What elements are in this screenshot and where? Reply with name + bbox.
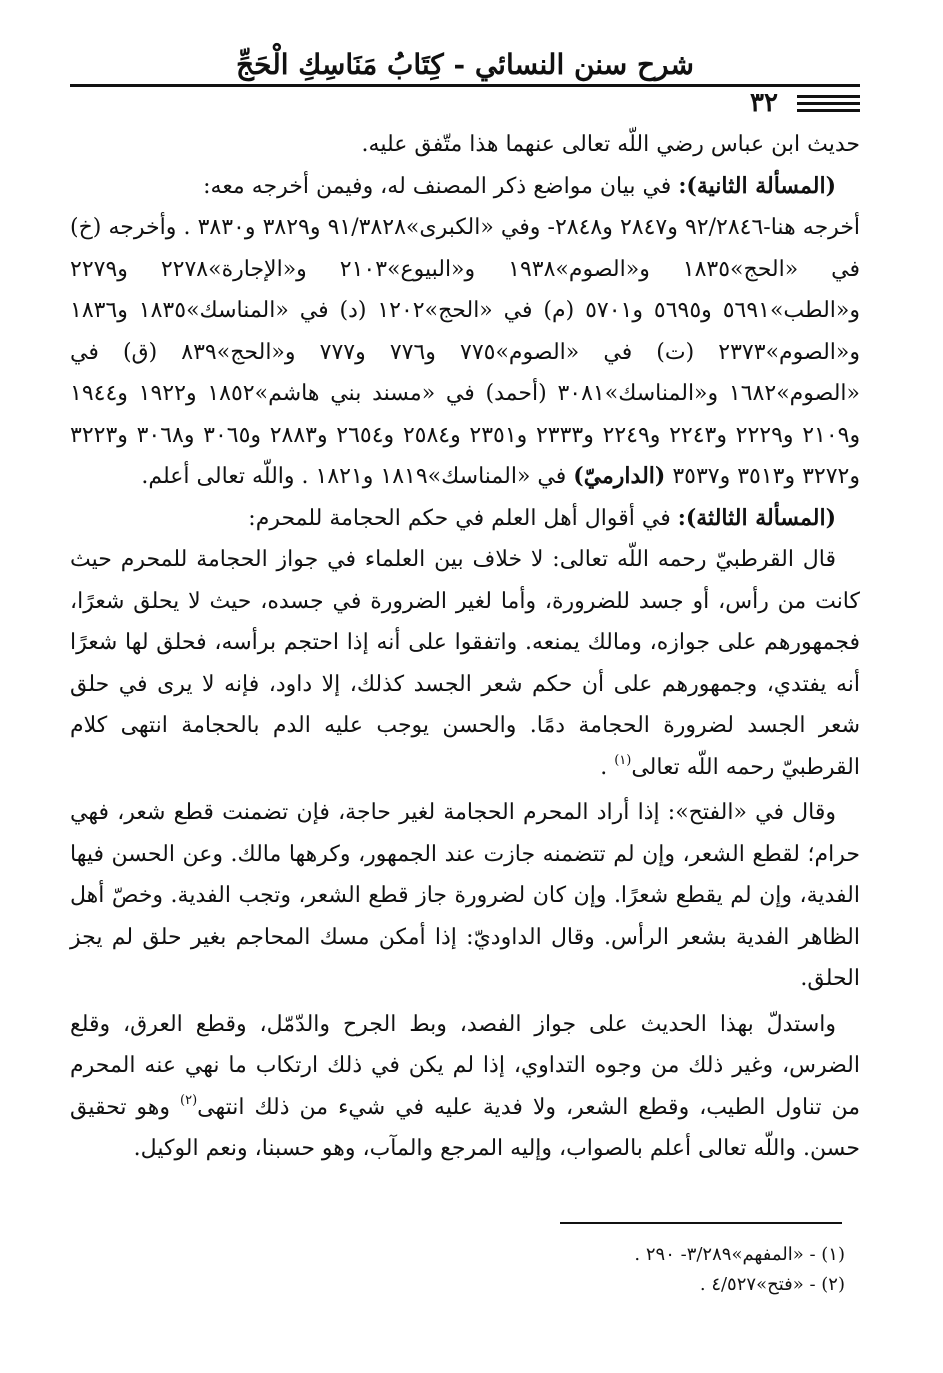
paragraph-text-end: وهو تحقيق حسن. واللّه تعالى أعلم بالصواب، وإليه المرجع والمآب، وهو حسبنا، ونعم الوكيل.: [70, 1094, 860, 1161]
footnote: (٢) - «فتح»٤/٥٢٧ .: [699, 1274, 845, 1295]
section-heading: (المسألة الثانية):: [678, 172, 836, 199]
section-text: في بيان مواضع ذكر المصنف له، وفيمن أخرجه معه:: [203, 173, 679, 199]
paragraph: [70, 166, 860, 208]
citation-source: (الدارميّ): [573, 463, 666, 489]
section-heading: (المسألة الثالثة):: [677, 504, 836, 531]
quote-text: قال القرطبيّ رحمه اللّه تعالى: لا خلاف بين العلماء في جواز الحجامة للمحرم حيث كانت من رأس، أو جسد للضرورة، وأما لغير الضرورة في جسده، حيث لا يحلق شعرًا، فجمهورهم على جوازه، ومالك يمنعه. واتفقوا على أنه إذا احتجم برأسه، فحلق لها شعرًا أنه يفتدي، وجمهورهم على أن حكم شعر الجسد كذلك، إلا داود، فإنه لا يرى في حلق شعر الجسد لضرورة الحجامة دمًا. والحسن يوجب عليه الدم بالحجامة انتهى كلام القرطبيّ رحمه اللّه تعالى: [70, 547, 860, 780]
paragraph: وقال في «الفتح»: إذا أراد المحرم الحجامة لغير حاجة، فإن تضمنت قطع شعر، فهي حرام؛ لقطع الشعر، وإن لم تتضمنه جازت عند الجمهور، وكرهها مالك. وعن الحسن فيها الفدية، وإن لم يقطع شعرًا. وإن كان لضرورة جاز قطع الشعر، وتجب الفدية. وخصّ أهل الظاهر الفدية بشعر الرأس. وقال الداوديّ: إذا أمكن مسك المحاجم بغير حلق لم يجز الحلق.: [70, 800, 860, 991]
section-text: في أقوال أهل العلم في حكم الحجامة للمحرم:: [248, 505, 678, 531]
header-rule: [70, 84, 860, 87]
paragraph: حديث ابن عباس رضي اللّه تعالى عنهما هذا متّفق عليه.: [361, 132, 860, 157]
footnotes: [70, 1240, 845, 1300]
paragraph: [70, 1004, 860, 1170]
page-number-ornament: [797, 95, 860, 115]
citation-text-end: في «المناسك»١٨١٩ و١٨٢١ . واللّه تعالى أعلم.: [141, 464, 574, 489]
paragraph-text: واستدلّ بهذا الحديث على جواز الفصد، وبط الجرح والدّمّل، وقطع العرق، وقلع الضرس، وغير ذلك من وجوه التداوي، إذا لم يكن في ذلك ارتكاب ما نهي عنه المحرم من تناول الطيب، وقطع الشعر، ولا فدية عليه في شيء من ذلك انتهى: [70, 1011, 860, 1120]
running-title: شرح سنن النسائي - كِتَابُ مَنَاسِكِ الْحَجِّ: [236, 48, 694, 81]
footnote-ref[interactable]: (٢): [180, 1092, 198, 1108]
paragraph: [70, 207, 860, 498]
quote-end: .: [600, 754, 615, 780]
footnote: (١) - «المفهم»٣/٢٨٩- ٢٩٠ .: [634, 1244, 845, 1265]
page-number: ٣٢: [750, 88, 778, 118]
paragraph: [70, 539, 860, 788]
citation-text: أخرجه هنا-٩٢/٢٨٤٦ و٢٨٤٧ و٢٨٤٨- وفي «الكبرى»٩١/٣٨٢٨ و٣٨٢٩ و٣٨٣٠ . وأخرجه (خ) في «الحج»١٨٣٥ و«الصوم»١٩٣٨ و«البيوع»٢١٠٣ و«الإجارة»٢٢٧٨ و٢٢٧٩ و«الطب»٥٦٩١ و٥٦٩٥ و٥٧٠١ (م) في «الحج»١٢٠٢ (د) في «المناسك»١٨٣٥ و١٨٣٦ و«الصوم»٢٣٧٣ (ت) في «الصوم»٧٧٥ و٧٧٦ و٧٧٧ و«الحج»٨٣٩ (ق) في «الصوم»١٦٨٢ و«المناسك»٣٠٨١ (أحمد) في «مسند بني هاشم»١٨٥٢ و١٩٢٢ و١٩٤٤ و٢١٠٩ و٢٢٢٩ و٢٢٤٣ و٢٢٤٩ و٢٣٣٣ و٢٣٥١ و٢٥٨٤ و٢٦٥٤ و٢٨٨٣ و٣٠٦٥ و٣٠٦٨ و٣٢٢٣ و٣٢٧٢ و٣٥١٣ و٣٥٣٧: [70, 215, 861, 489]
footnote-ref[interactable]: (١): [614, 752, 632, 768]
main-text: [70, 124, 860, 1170]
paragraph: [70, 498, 860, 540]
footnote-rule: [560, 1222, 842, 1224]
